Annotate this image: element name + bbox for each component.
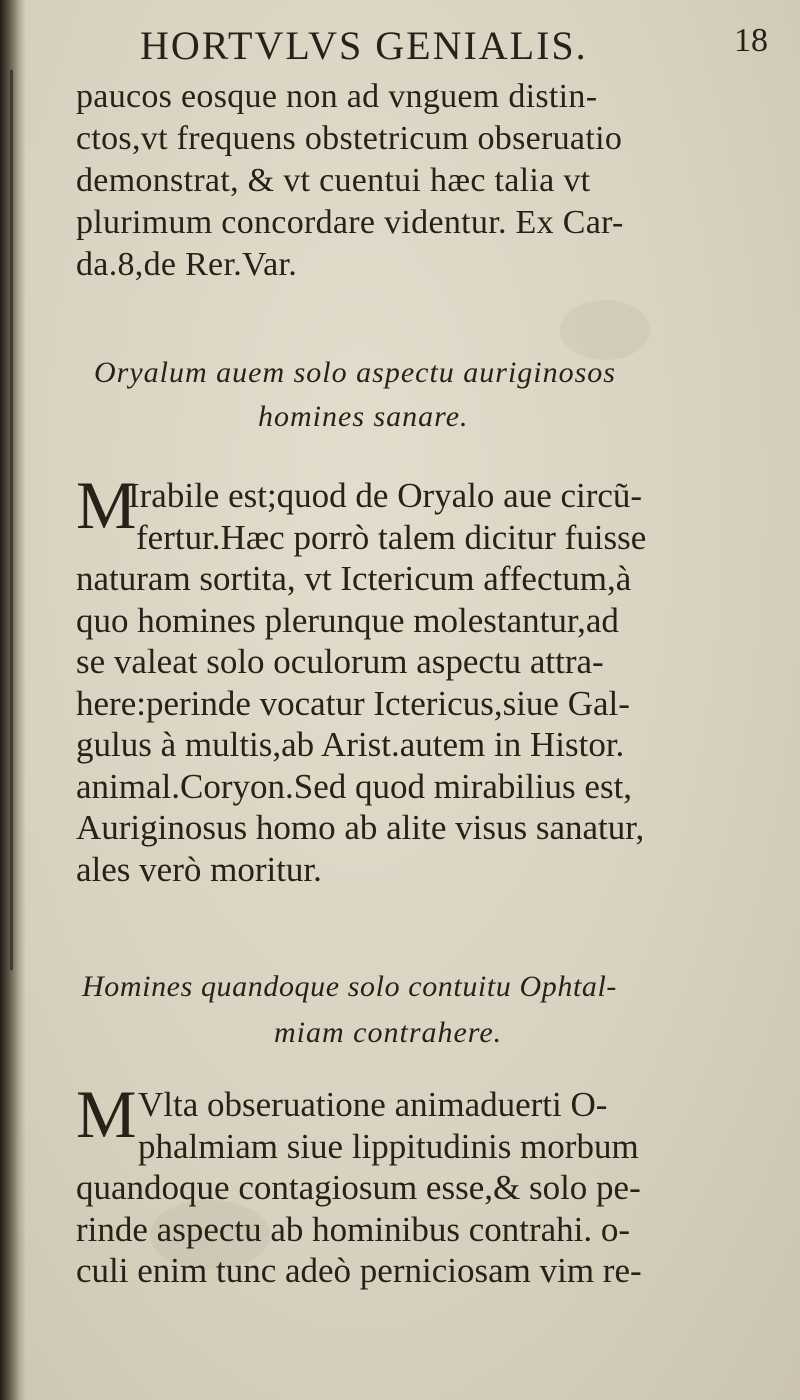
text-line: quo homines plerunque molestantur,ad	[76, 600, 619, 640]
drop-cap: M	[76, 1076, 137, 1152]
page-header	[140, 22, 780, 72]
text-line: plurimum concordare videntur. Ex Car-	[76, 204, 624, 241]
text-line: demonstrat, & vt cuentui hæc talia vt	[76, 162, 591, 199]
text-line: paucos eosque non ad vnguem distin-	[76, 78, 598, 115]
text-line: quandoque contagiosum esse,& solo pe-	[76, 1168, 641, 1207]
text-line: ales verò moritur.	[76, 849, 322, 889]
running-head: HORTVLVS GENIALIS.	[140, 23, 588, 68]
paragraph-ophthalmia	[76, 1076, 776, 1292]
text-line: animal.Coryon.Sed quod mirabilius est,	[76, 766, 633, 806]
section-heading: Oryalum auem solo aspectu auriginosos	[94, 356, 616, 389]
drop-cap: M	[76, 467, 137, 543]
text-line: naturam sortita, vt Ictericum affectum,à	[76, 559, 632, 598]
text-line: fertur.Hæc porrò talem dicitur fuisse	[136, 517, 647, 557]
text-line: rinde aspectu ab hominibus contrahi. o-	[76, 1209, 631, 1249]
text-line: culi enim tunc adeò perniciosam vim re-	[76, 1251, 642, 1290]
binding-gutter	[0, 0, 26, 1400]
text-line: Irabile est;quod de Oryalo aue circũ-	[128, 476, 643, 515]
text-line: phalmiam siue lippitudinis morbum	[138, 1126, 639, 1166]
paper-stain	[560, 300, 650, 360]
text-line: Vlta obseruatione animaduerti O-	[138, 1085, 608, 1124]
text-line: Auriginosus homo ab alite visus sanatur,	[76, 808, 645, 847]
paragraph-oryalus	[76, 467, 776, 890]
text-line: se valeat solo oculorum aspectu attra-	[76, 642, 604, 681]
section-heading-continued: homines sanare.	[258, 400, 469, 433]
text-line: gulus à multis,ab Arist.autem in Histor.	[76, 725, 625, 764]
page-number: 18	[734, 22, 768, 59]
section-heading: Homines quandoque solo contuitu Ophtal-	[82, 970, 618, 1003]
paragraph-continued	[76, 76, 776, 286]
binding-edge	[10, 70, 13, 970]
text-line: here:perinde vocatur Ictericus,siue Gal-	[76, 683, 630, 723]
section-heading-continued: miam contrahere.	[274, 1016, 503, 1049]
text-line: da.8,de Rer.Var.	[76, 246, 298, 283]
text-line: ctos,vt frequens obstetricum obseruatio	[76, 120, 623, 157]
